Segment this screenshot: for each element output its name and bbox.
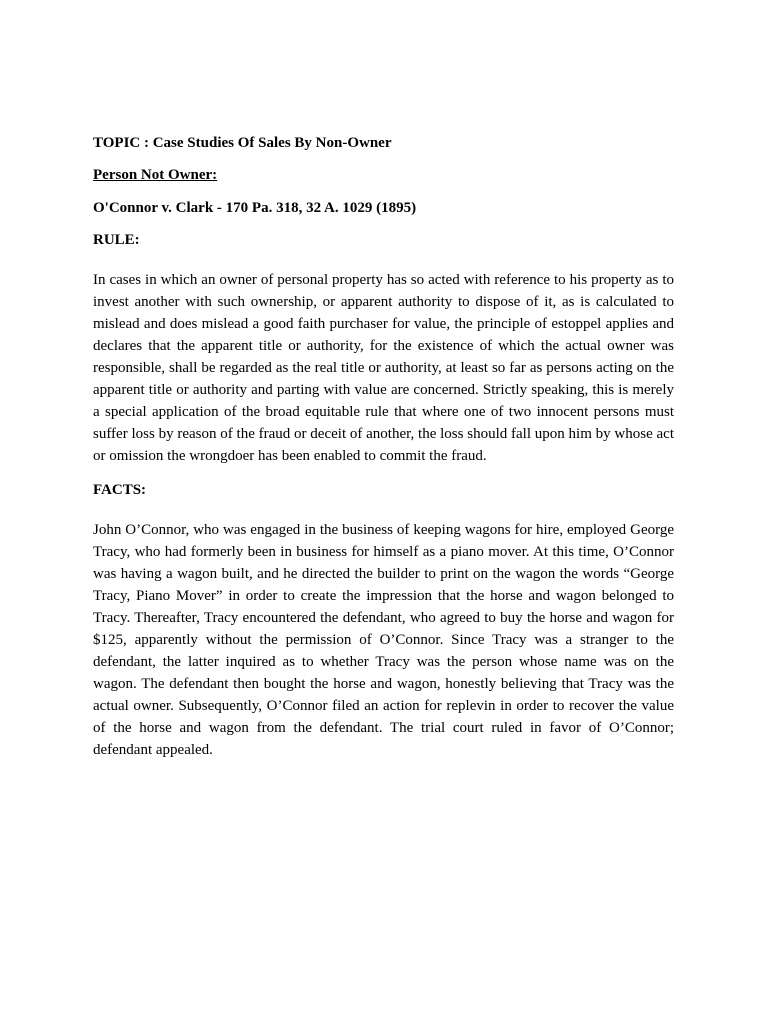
case-citation: O'Connor v. Clark - 170 Pa. 318, 32 A. 1029 (1895): [93, 200, 417, 216]
facts-paragraph: John O’Connor, who was engaged in the business of keeping wagons for hire, employed George Tracy, who had formerly been in business for himself as a piano mover. At this time, O’Connor was having a wagon built, and he directed the builder to print on the wagon the words “George Tracy, Piano Mover” in order to create the impression that the horse and wagon belonged to Tracy. Thereafter, Tracy encountered the defendant, who agreed to buy the horse and wagon for $125, apparently without the permission of O’Connor. Since Tracy was a stranger to the defendant, the latter inquired as to whether Tracy was the person whose name was on the wagon. The defendant then bought the horse and wagon, honestly believing that Tracy was the actual owner. Subsequently, O’Connor filed an action for replevin in order to recover the value of the horse and wagon from the defendant. The trial court ruled in favor of O’Connor; defendant appealed.: [93, 522, 674, 758]
document-page: [93, 133, 674, 761]
topic-heading: TOPIC : Case Studies Of Sales By Non-Owner: [93, 135, 392, 151]
facts-heading: FACTS:: [93, 482, 147, 498]
rule-paragraph: In cases in which an owner of personal property has so acted with reference to his property as to invest another with such ownership, or apparent authority to dispose of it, as is calculated to mislead and does mislead a good faith purchaser for value, the principle of estoppel applies and declares that the apparent title or authority, for the existence of which the actual owner was responsible, shall be regarded as the real title or authority, at least so far as persons acting on the apparent title or authority and parting with value are concerned. Strictly speaking, this is merely a special application of the broad equitable rule that where one of two innocent persons must suffer loss by reason of the fraud or deceit of another, the loss should fall upon him by whose act or omission the wrongdoer has been enabled to commit the fraud.: [93, 272, 674, 464]
subheading: Person Not Owner:: [93, 167, 218, 183]
rule-heading: RULE:: [93, 232, 140, 248]
